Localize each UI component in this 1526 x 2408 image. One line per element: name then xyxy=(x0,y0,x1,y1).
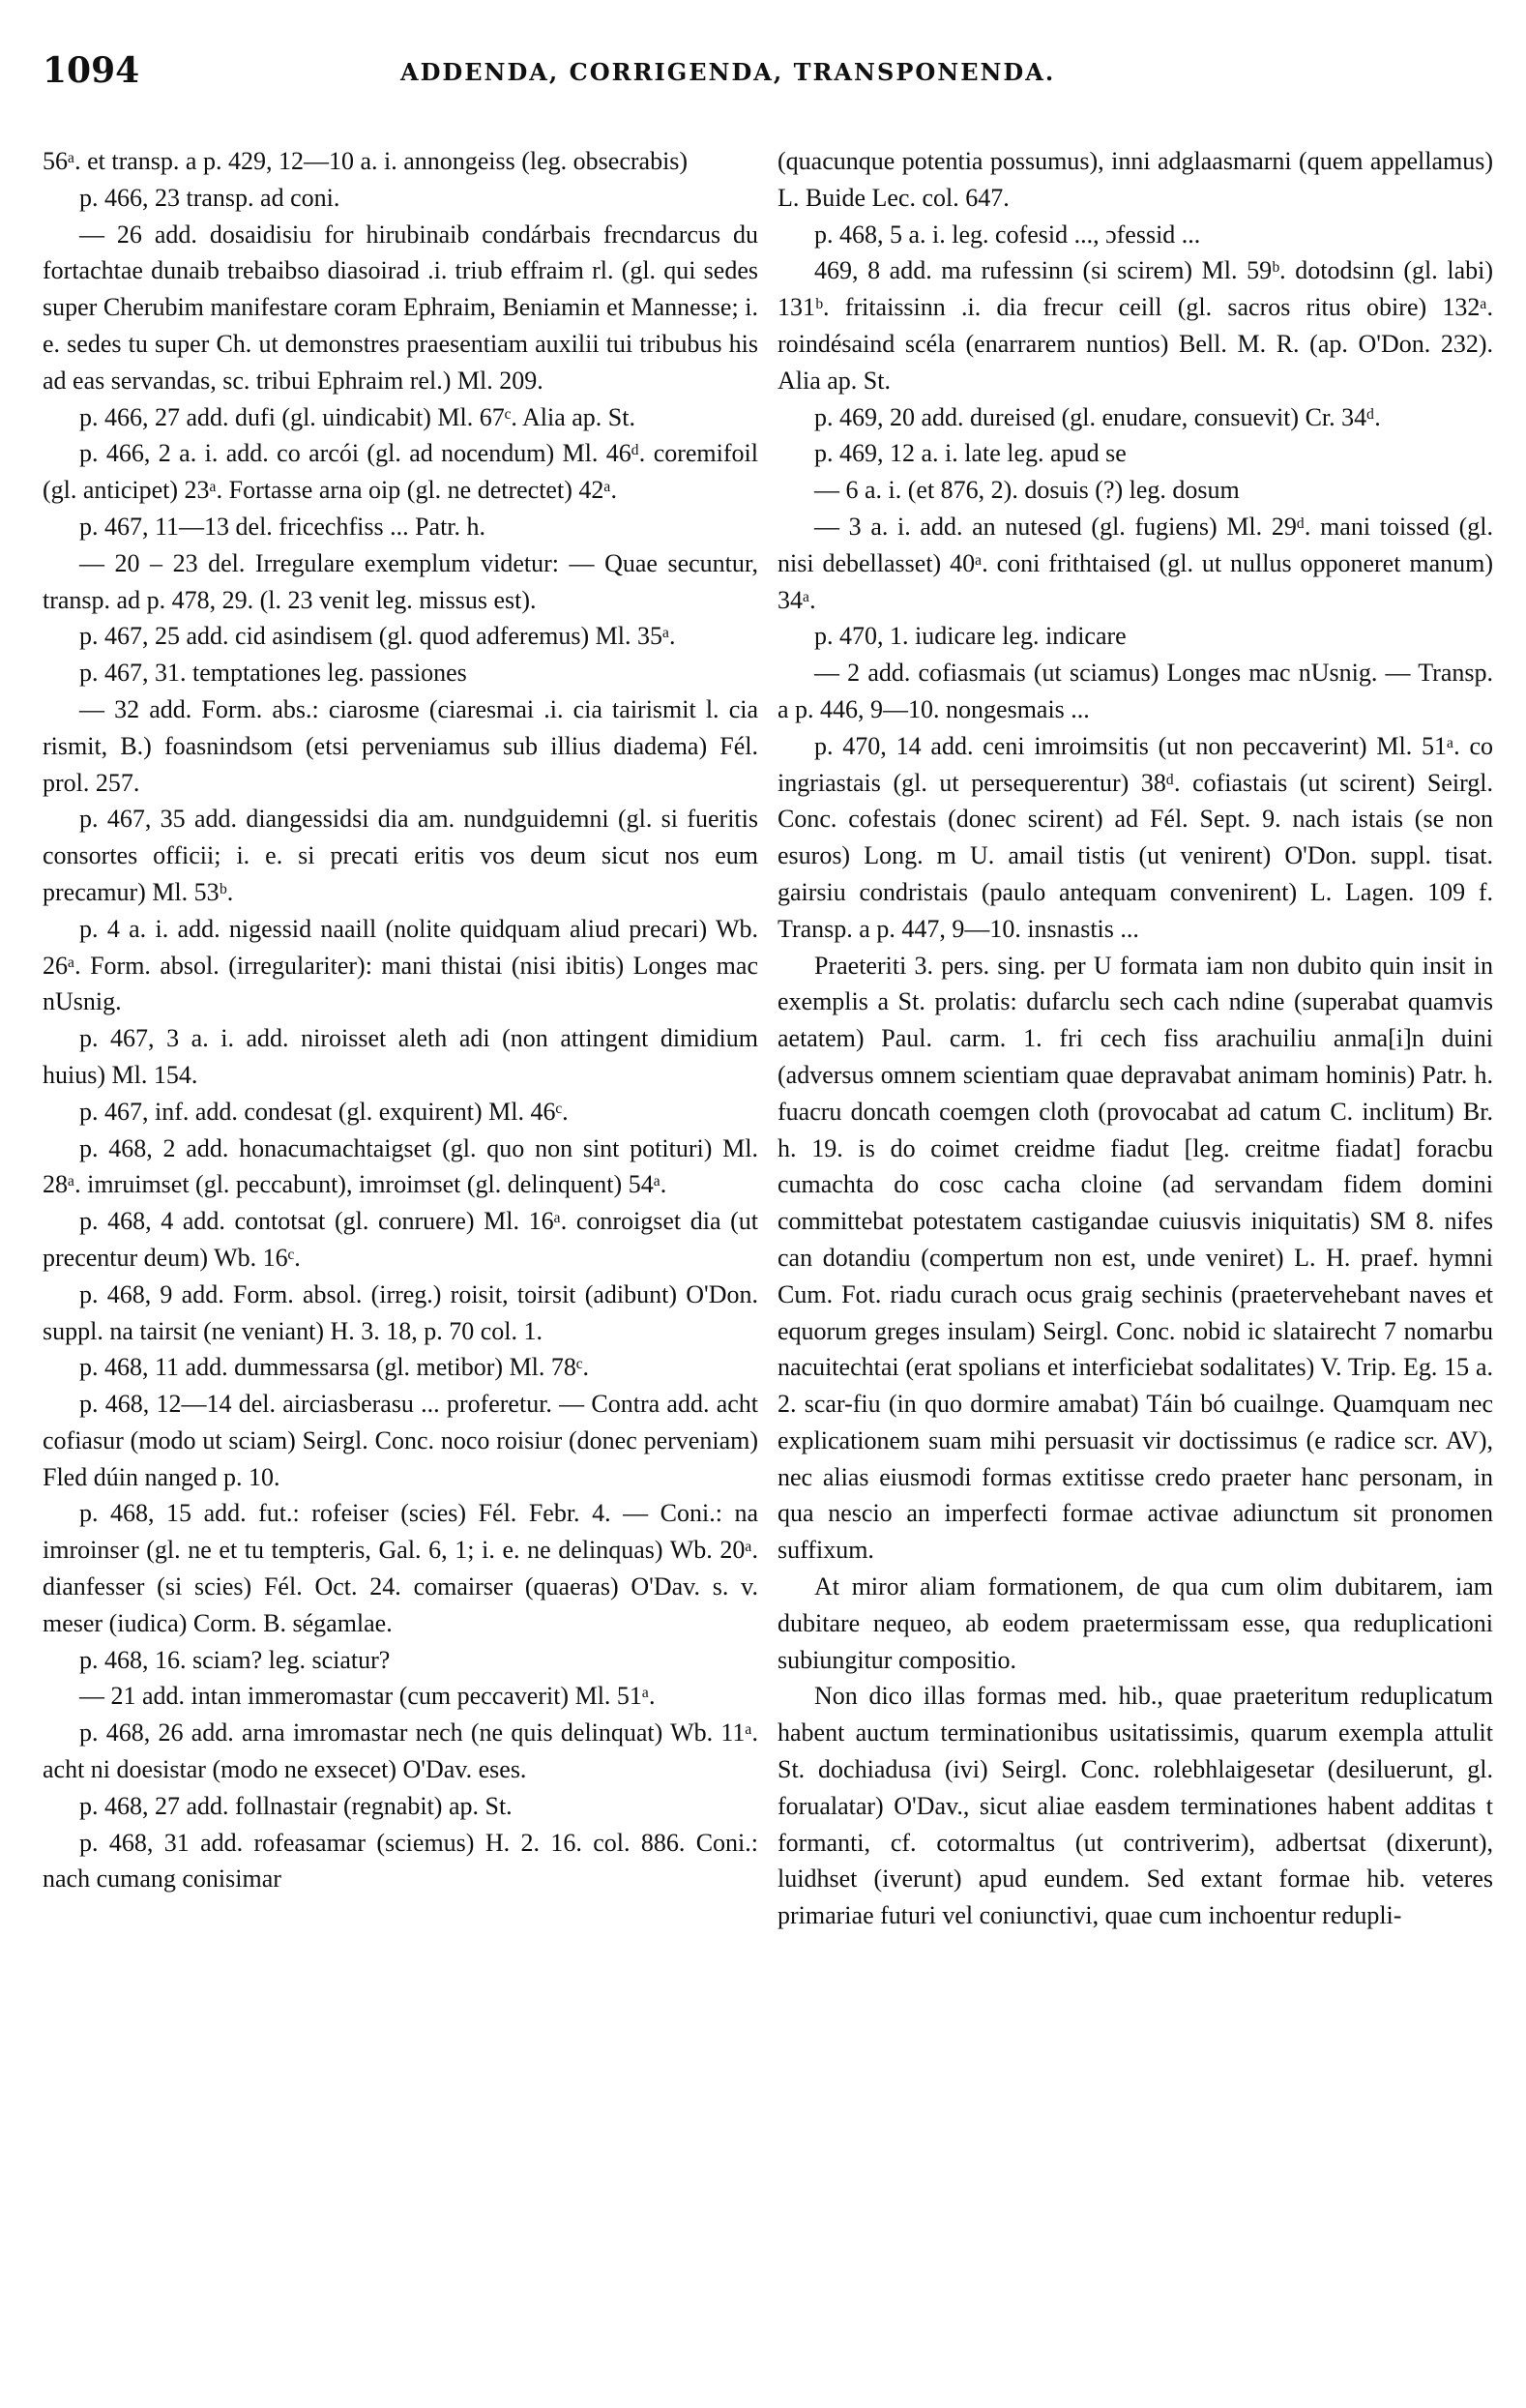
paragraph: p. 468, 27 add. follnastair (regnabit) ap. St. xyxy=(79,1791,513,1820)
paragraph: p. 467, 3 a. i. add. niroisset aleth adi (non attingent dimidium huius) Ml. 154. xyxy=(43,1024,758,1089)
page-header xyxy=(43,50,1126,95)
paragraph: p. 468, 2 add. honacumachtaigset (gl. quo non sint potituri) Ml. 28ᵃ. imruimset (gl. peccabunt), imroimset (gl. delinquent) 54ᵃ. xyxy=(43,1133,758,1199)
paragraph: — 21 add. intan immeromastar (cum peccaverit) Ml. 51ᵃ. xyxy=(79,1682,656,1711)
paragraph: At miror aliam formationem, de qua cum olim dubitarem, iam dubitare nequeo, ab eodem praetermissam esse, qua reduplicationi subiungitur compositio. xyxy=(778,1572,1493,1674)
paragraph: p. 470, 1. iudicare leg. indicare xyxy=(814,622,1127,651)
paragraph: p. 468, 15 add. fut.: rofeiser (scies) Fél. Febr. 4. — Coni.: na imroinser (gl. ne et tu tempteris, Gal. 6, 1; i. e. ne delinquas) Wb. 20ᵃ. dianfesser (si scies) Fél. Oct. 24. comairser (quaeras) O'Dav. s. v. meser (iudica) Corm. B. ségamlae. xyxy=(43,1499,758,1637)
paragraph: p. 468, 16. sciam? leg. sciatur? xyxy=(79,1645,391,1674)
paragraph: — 26 add. dosaidisiu for hirubinaib condárbais frecndarcus du fortachtae dunaib trebaibso diasoirad .i. triub effraim rl. (gl. qui sedes super Cherubim manifestare coram Ephraim, Beniamin et Mannesse; i. e. sedes tu super Ch. ut demonstres praesentiam auxilii tui tribubus his ad eas servandas, sc. tribui Ephraim rel.) Ml. 209. xyxy=(43,220,758,395)
paragraph: — 3 a. i. add. an nutesed (gl. fugiens) Ml. 29ᵈ. mani toissed (gl. nisi debellasset) 40ᵃ. coni frithtaised (gl. ut nullus opponeret manum) 34ᵃ. xyxy=(778,512,1493,614)
paragraph: p. 470, 14 add. ceni imroimsitis (ut non peccaverint) Ml. 51ᵃ. co ingriastais (gl. ut persequerentur) 38ᵈ. cofiastais (ut scirent) Seirgl. Conc. cofestais (donec scirent) ad Fél. Sept. 9. nach istais (se non esuros) Long. m U. amail tistis (ut venirent) O'Don. suppl. tisat. gairsiu condristais (paulo antequam convenirent) L. Lagen. 109 f. Transp. a p. 447, 9—10. insnastis ... xyxy=(778,731,1493,943)
paragraph: p. 466, 2 a. i. add. co arcói (gl. ad nocendum) Ml. 46ᵈ. coremifoil (gl. anticipet) 23ᵃ. Fortasse arna oip (gl. ne detrectet) 42ᵃ. xyxy=(43,439,758,505)
paragraph: p. 468, 26 add. arna imromastar nech (ne quis delinquat) Wb. 11ᵃ. acht ni doesistar (modo ne exsecet) O'Dav. eses. xyxy=(43,1718,758,1784)
paragraph: p. 468, 5 a. i. leg. cofesid ..., ɔfessid ... xyxy=(814,220,1201,249)
paragraph: 56ᵃ. et transp. a p. 429, 12—10 a. i. annongeiss (leg. obsecrabis) xyxy=(43,147,689,175)
left-column xyxy=(43,143,758,2387)
paragraph: p. 467, 11—13 del. fricechfiss ... Patr. h. xyxy=(79,512,486,541)
paragraph: p. 467, inf. add. condesat (gl. exquirent) Ml. 46ᶜ. xyxy=(79,1097,569,1126)
paragraph: — 6 a. i. (et 876, 2). dosuis (?) leg. dosum xyxy=(814,476,1240,505)
paragraph: p. 468, 12—14 del. airciasberasu ... proferetur. — Contra add. acht cofiasur (modo ut sciam) Seirgl. Conc. noco roisiur (donec perveniam) Fled dúin nanged p. 10. xyxy=(43,1390,758,1491)
paragraph: p. 468, 4 add. contotsat (gl. conruere) Ml. 16ᵃ. conroigset dia (ut precentur deum) Wb. 16ᶜ. xyxy=(43,1207,758,1272)
paragraph: p. 468, 11 add. dummessarsa (gl. metibor) Ml. 78ᶜ. xyxy=(79,1353,590,1382)
paragraph: p. 469, 20 add. dureised (gl. enudare, consuevit) Cr. 34ᵈ. xyxy=(814,402,1381,431)
page-number: 1094 xyxy=(43,50,140,91)
paragraph: — 32 add. Form. abs.: ciarosme (ciaresmai .i. cia tairismit l. cia rismit, B.) foasnindsom (etsi perveniamus sub illius diadema) Fél. prol. 257. xyxy=(43,694,758,797)
paragraph: Praeteriti 3. pers. sing. per U formata iam non dubito quin insit in exemplis a St. prolatis: dufarclu sech cach ndine (superabat quamvis aetatem) Paul. carm. 1. fri cech fiss arachuiliu anma[i]n duini (adversus omnem scientiam quae depravabat animam hominis) Patr. h. fuacru doncath coemgen cloth (provocabat ad catum C. inclitum) Br. h. 19. is do coimet creidme fiadut [leg. creitme fiadat] foracbu cumachta do cosc cacha cloine (ad servandam fidem domini committebat potestatem castigandae cuiusvis iniquitatis) SM 8. nifes can dotandiu (compertum non est, unde veniret) L. H. praef. hymni Cum. Fot. riadu curach ocus graig sechinis (praetervehebant naves et equorum greges insulam) Seirgl. Conc. nobid ic slataireсht 7 nomarbu nacuitechtai (erat spolians et interficiebat sodalitates) V. Trip. Eg. 15 a. 2. scar-fiu (in quo dormire amabat) Táin bó cuailnge. Quamquam nec explicationem suam mihi persuasit vir doctissimus (e radice scr. AV), nec alias eiusmodi formas extitisse credo praeter hanc personam, in qua nescio an imperfecti formae activae adiunctum sit pronomen suffixum. xyxy=(778,951,1493,1565)
paragraph: — 2 add. cofiasmais (ut sciamus) Longes mac nUsnig. — Transp. a p. 446, 9—10. nongesmais ... xyxy=(778,659,1493,723)
running-title: ADDENDA, CORRIGENDA, TRANSPONENDA. xyxy=(400,58,1056,86)
paragraph: p. 468, 9 add. Form. absol. (irreg.) roisit, toirsit (adibunt) O'Don. suppl. na tairsit (ne veniant) H. 3. 18, p. 70 col. 1. xyxy=(43,1279,758,1345)
paragraph: 469, 8 add. ma rufessinn (si scirem) Ml. 59ᵇ. dotodsinn (gl. labi) 131ᵇ. fritaissinn .i. dia frecur ceill (gl. sacros ritus obire) 132ᵃ. roindésaind scéla (enarrarem nuntios) Bell. M. R. (ap. O'Don. 232). Alia ap. St. xyxy=(778,256,1493,395)
paragraph: (quacunque potentia possumus), inni adglaasmarni (quem appellamus) L. Buide Lec. col. 647. xyxy=(778,147,1493,212)
paragraph: p. 467, 31. temptationes leg. passiones xyxy=(79,659,467,688)
right-column xyxy=(778,143,1493,2387)
paragraph: Non dico illas formas med. hib., quae praeteritum reduplicatum habent auctum terminationibus usitatissimis, quarum exempla attulit St. dochiadusa (ivi) Seirgl. Conc. rolebhlaigesetar (desiluerunt, gl. forualatar) O'Dav., sicut aliae easdem terminationes habent additas t formanti, cf. cotormaltus (ut contriverim), adbertsat (dixerunt), luidhset (iverunt) apud eundem. Sed extant formae hib. veteres primariae futuri vel coniunctivi, quae cum inchoentur redupli- xyxy=(778,1682,1493,1930)
paragraph: p. 466, 23 transp. ad coni. xyxy=(79,183,340,212)
paragraph: p. 468, 31 add. rofeasamar (sciemus) H. 2. 16. col. 886. Coni.: nach cumang conisimar xyxy=(43,1828,758,1894)
paragraph: — 20 – 23 del. Irregulare exemplum videtur: — Quae secuntur, transp. ad p. 478, 29. (l. 23 venit leg. missus est). xyxy=(43,548,758,614)
paragraph: p. 466, 27 add. dufi (gl. uindicabit) Ml. 67ᶜ. Alia ap. St. xyxy=(79,402,635,431)
paragraph: p. 467, 25 add. cid asindisem (gl. quod adferemus) Ml. 35ᵃ. xyxy=(79,622,676,651)
paragraph: p. 4 a. i. add. nigessid naaill (nolite quidquam aliud precari) Wb. 26ᵃ. Form. absol. (irregulariter): mani thistai (nisi ibitis) Longes mac nUsnig. xyxy=(43,914,758,1016)
paragraph: p. 469, 12 a. i. late leg. apud se xyxy=(814,439,1127,468)
paragraph: p. 467, 35 add. diangessidsi dia am. nundguidemni (gl. si fueritis consortes officii; i. e. si precati eritis vos deum sicut nos eum precamur) Ml. 53ᵇ. xyxy=(43,805,758,906)
